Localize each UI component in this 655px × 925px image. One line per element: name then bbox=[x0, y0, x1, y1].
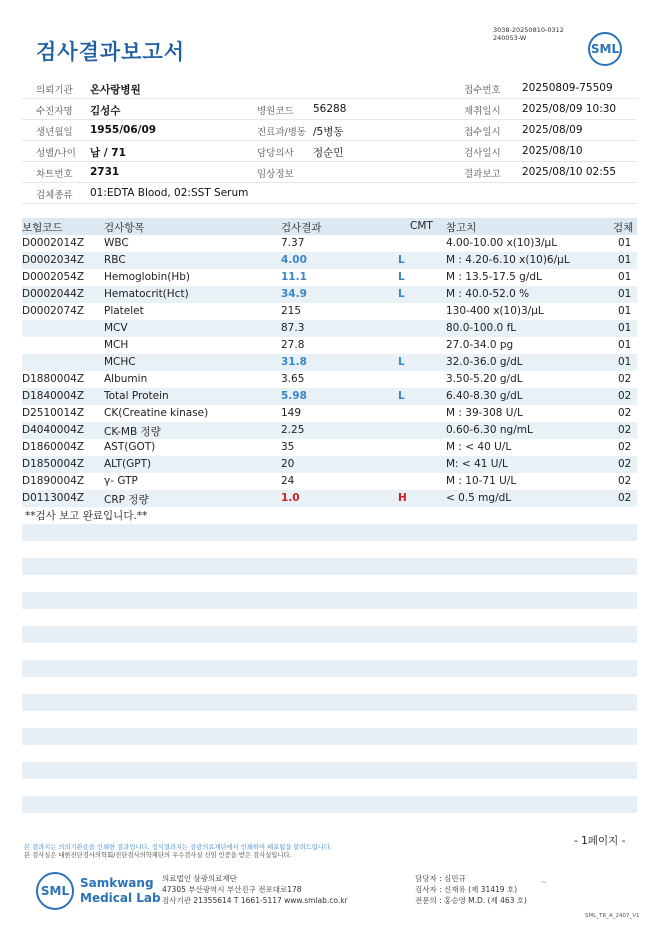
chart-value: 2731 bbox=[90, 166, 120, 178]
received-value: 2025/08/09 bbox=[522, 124, 583, 136]
test-code: D2510014Z bbox=[22, 407, 85, 419]
patient-info-block bbox=[22, 78, 637, 204]
test-reference: < 0.5 mg/dL bbox=[446, 492, 512, 504]
test-name: MCH bbox=[104, 339, 129, 351]
hospital-code-label: 병원코드 bbox=[257, 106, 294, 117]
received-label: 접수일시 bbox=[464, 127, 501, 138]
result-row bbox=[22, 371, 637, 388]
header-ref: 참고치 bbox=[446, 222, 477, 234]
test-result: 4.00 bbox=[281, 254, 307, 266]
dob-value: 1955/06/09 bbox=[90, 124, 157, 136]
empty-row-band bbox=[22, 558, 637, 575]
test-specimen: 01 bbox=[618, 322, 632, 334]
test-name: ALT(GPT) bbox=[104, 458, 152, 470]
staff-tester: 검사자 : 신재유 (제 31419 호) bbox=[415, 885, 518, 894]
test-name: Platelet bbox=[104, 305, 144, 317]
test-date-label: 검사일시 bbox=[464, 148, 501, 159]
test-result: 7.37 bbox=[281, 237, 305, 249]
result-row bbox=[22, 388, 637, 405]
test-specimen: 02 bbox=[618, 458, 632, 470]
result-row bbox=[22, 269, 637, 286]
test-name: Total Protein bbox=[104, 390, 169, 402]
test-result: 5.98 bbox=[281, 390, 307, 402]
test-result: 87.3 bbox=[281, 322, 305, 334]
test-reference: 27.0-34.0 pg bbox=[446, 339, 514, 351]
institution-value: 온사랑병원 bbox=[90, 84, 141, 96]
header-specimen: 검체 bbox=[613, 222, 634, 234]
test-reference: 6.40-8.30 g/dL bbox=[446, 390, 523, 402]
test-result: 1.0 bbox=[281, 492, 300, 504]
empty-row-band bbox=[22, 660, 637, 677]
patient-label: 수진자명 bbox=[36, 106, 73, 117]
info-row bbox=[22, 120, 637, 141]
test-result: 35 bbox=[281, 441, 295, 453]
result-row bbox=[22, 354, 637, 371]
report-label: 결과보고 bbox=[464, 169, 501, 180]
test-name: Hemoglobin(Hb) bbox=[104, 271, 191, 283]
empty-rows bbox=[22, 524, 637, 830]
result-row bbox=[22, 252, 637, 269]
document-id bbox=[493, 26, 564, 42]
footer-sml-logo: SML bbox=[36, 872, 74, 910]
receipt-no-label: 접수번호 bbox=[464, 85, 501, 96]
clinical-label: 임상정보 bbox=[257, 169, 294, 180]
test-result: 24 bbox=[281, 475, 295, 487]
test-code: D1860004Z bbox=[22, 441, 85, 453]
receipt-no-value: 20250809-75509 bbox=[522, 82, 613, 94]
test-result: 3.65 bbox=[281, 373, 305, 385]
test-code: D0002034Z bbox=[22, 254, 85, 266]
specimen-value: 01:EDTA Blood, 02:SST Serum bbox=[90, 187, 249, 199]
test-flag: L bbox=[398, 288, 405, 300]
test-specimen: 01 bbox=[618, 254, 632, 266]
dept-value: /5병동 bbox=[313, 126, 344, 138]
report-value: 2025/08/10 02:55 bbox=[522, 166, 617, 178]
test-flag: L bbox=[398, 390, 405, 402]
empty-row-band bbox=[22, 524, 637, 541]
test-code: D1890004Z bbox=[22, 475, 85, 487]
test-flag: H bbox=[398, 492, 407, 504]
test-specimen: 01 bbox=[618, 305, 632, 317]
result-row bbox=[22, 439, 637, 456]
info-row bbox=[22, 141, 637, 162]
result-row bbox=[22, 422, 637, 439]
test-reference: 0.60-6.30 ng/mL bbox=[446, 424, 533, 436]
results-body bbox=[22, 235, 637, 507]
test-specimen: 02 bbox=[618, 475, 632, 487]
test-specimen: 02 bbox=[618, 492, 632, 504]
dob-label: 생년월일 bbox=[36, 127, 73, 138]
test-specimen: 02 bbox=[618, 424, 632, 436]
brand-name-line2: Medical Lab bbox=[80, 891, 161, 905]
test-name: MCHC bbox=[104, 356, 136, 368]
test-name: CRP 정량 bbox=[104, 494, 149, 506]
test-flag: L bbox=[398, 254, 405, 266]
test-reference: M : 39-308 U/L bbox=[446, 407, 523, 419]
test-code: D1880004Z bbox=[22, 373, 85, 385]
test-result: 149 bbox=[281, 407, 302, 419]
empty-row-band bbox=[22, 694, 637, 711]
result-row bbox=[22, 456, 637, 473]
test-code: D1850004Z bbox=[22, 458, 85, 470]
test-code: D1840004Z bbox=[22, 390, 85, 402]
sex-age-label: 성별/나이 bbox=[36, 148, 76, 159]
test-reference: M: < 41 U/L bbox=[446, 458, 508, 470]
result-row bbox=[22, 473, 637, 490]
test-name: MCV bbox=[104, 322, 128, 334]
test-name: Albumin bbox=[104, 373, 148, 385]
test-name: CK-MB 정량 bbox=[104, 426, 161, 438]
test-reference: 80.0-100.0 fL bbox=[446, 322, 517, 334]
test-reference: M : 40.0-52.0 % bbox=[446, 288, 530, 300]
test-reference: 32.0-36.0 g/dL bbox=[446, 356, 523, 368]
org-contact: 검사기관 21355614 T 1661-5117 www.smlab.co.kr bbox=[162, 896, 348, 905]
result-row bbox=[22, 405, 637, 422]
test-code: D4040004Z bbox=[22, 424, 85, 436]
form-code: SML_TR_A_2407_V1 bbox=[585, 913, 640, 919]
test-name: WBC bbox=[104, 237, 129, 249]
result-row bbox=[22, 286, 637, 303]
results-table bbox=[22, 218, 637, 523]
test-name: Hematocrit(Hct) bbox=[104, 288, 189, 300]
certification-notice: 본 검사실은 대한진단검사의학회/진단검사의학재단의 우수검사실 신임 인증을 받은 검사실입니다. bbox=[24, 852, 292, 859]
empty-row-band bbox=[22, 626, 637, 643]
test-specimen: 02 bbox=[618, 373, 632, 385]
result-row bbox=[22, 303, 637, 320]
empty-row-band bbox=[22, 728, 637, 745]
test-reference: 3.50-5.20 g/dL bbox=[446, 373, 523, 385]
info-row bbox=[22, 183, 637, 204]
test-name: CK(Creatine kinase) bbox=[104, 407, 209, 419]
test-name: AST(GOT) bbox=[104, 441, 156, 453]
test-specimen: 01 bbox=[618, 339, 632, 351]
result-row bbox=[22, 337, 637, 354]
test-reference: M : < 40 U/L bbox=[446, 441, 512, 453]
document-id-line1: 3038-20250810-0312 bbox=[493, 26, 564, 34]
test-reference: M : 13.5-17.5 g/dL bbox=[446, 271, 542, 283]
test-specimen: 01 bbox=[618, 271, 632, 283]
test-code: D0002014Z bbox=[22, 237, 85, 249]
institution-label: 의뢰기관 bbox=[36, 85, 73, 96]
specimen-label: 검체종류 bbox=[36, 190, 73, 201]
test-specimen: 01 bbox=[618, 237, 632, 249]
results-header-row bbox=[22, 218, 637, 235]
collection-value: 2025/08/09 10:30 bbox=[522, 103, 617, 115]
test-specimen: 01 bbox=[618, 356, 632, 368]
test-result: 20 bbox=[281, 458, 295, 470]
signature-mark: ~ bbox=[540, 878, 548, 888]
test-specimen: 02 bbox=[618, 441, 632, 453]
empty-row-band bbox=[22, 592, 637, 609]
test-specimen: 02 bbox=[618, 407, 632, 419]
test-result: 215 bbox=[281, 305, 302, 317]
brand-name-line1: Samkwang bbox=[80, 876, 154, 890]
dept-label: 진료과/병동 bbox=[257, 127, 307, 138]
staff-specialist: 전문의 : 홍승영 M.D. (제 463 호) bbox=[415, 896, 527, 905]
test-reference: 4.00-10.00 x(10)3/μL bbox=[446, 237, 558, 249]
report-title: 검사결과보고서 bbox=[36, 40, 186, 64]
test-specimen: 01 bbox=[618, 288, 632, 300]
test-flag: L bbox=[398, 271, 405, 283]
test-code: D0002044Z bbox=[22, 288, 85, 300]
result-row bbox=[22, 490, 637, 507]
test-result: 11.1 bbox=[281, 271, 307, 283]
collection-label: 채취일시 bbox=[464, 106, 501, 117]
header-cmt: CMT bbox=[410, 220, 433, 232]
chart-label: 차트번호 bbox=[36, 169, 73, 180]
sml-logo: SML bbox=[588, 32, 622, 66]
header-name: 검사항목 bbox=[104, 222, 145, 234]
test-result: 27.8 bbox=[281, 339, 305, 351]
header-result: 검사결과 bbox=[281, 222, 322, 234]
print-notice: 본 결과지는 의뢰기관용을 인쇄한 결과입니다. 정식결과지는 삼광의료재단에서 인쇄하여 배포됨을 알려드립니다. bbox=[24, 844, 332, 851]
completion-note: **검사 보고 완료입니다.** bbox=[25, 510, 148, 522]
test-name: RBC bbox=[104, 254, 126, 266]
document-id-line2: 240053-W bbox=[493, 34, 527, 42]
staff-manager: 담당자 : 심민규 bbox=[415, 874, 466, 883]
empty-row-band bbox=[22, 762, 637, 779]
patient-value: 김성수 bbox=[90, 105, 121, 117]
info-row bbox=[22, 99, 637, 120]
completion-row bbox=[22, 507, 637, 523]
test-result: 31.8 bbox=[281, 356, 307, 368]
test-result: 34.9 bbox=[281, 288, 307, 300]
sex-age-value: 남 / 71 bbox=[90, 147, 126, 159]
info-row bbox=[22, 162, 637, 183]
org-address: 47305 부산광역시 부산진구 전포대로178 bbox=[162, 885, 302, 894]
test-reference: M : 10-71 U/L bbox=[446, 475, 517, 487]
test-code: D0002054Z bbox=[22, 271, 85, 283]
page-number: - 1페이지 - bbox=[574, 835, 626, 847]
test-name: γ- GTP bbox=[104, 475, 138, 487]
test-date-value: 2025/08/10 bbox=[522, 145, 583, 157]
test-code: D0113004Z bbox=[22, 492, 85, 504]
doctor-value: 정순민 bbox=[313, 147, 344, 159]
empty-row-band bbox=[22, 796, 637, 813]
test-specimen: 02 bbox=[618, 390, 632, 402]
test-flag: L bbox=[398, 356, 405, 368]
result-row bbox=[22, 235, 637, 252]
result-row bbox=[22, 320, 637, 337]
test-result: 2.25 bbox=[281, 424, 305, 436]
test-reference: M : 4.20-6.10 x(10)6/μL bbox=[446, 254, 570, 266]
test-code: D0002074Z bbox=[22, 305, 85, 317]
doctor-label: 담당의사 bbox=[257, 148, 294, 159]
org-name: 의료법인 삼광의료재단 bbox=[162, 874, 237, 883]
hospital-code-value: 56288 bbox=[313, 103, 347, 115]
info-row bbox=[22, 78, 637, 99]
header-code: 보험코드 bbox=[22, 222, 63, 234]
test-reference: 130-400 x(10)3/μL bbox=[446, 305, 544, 317]
